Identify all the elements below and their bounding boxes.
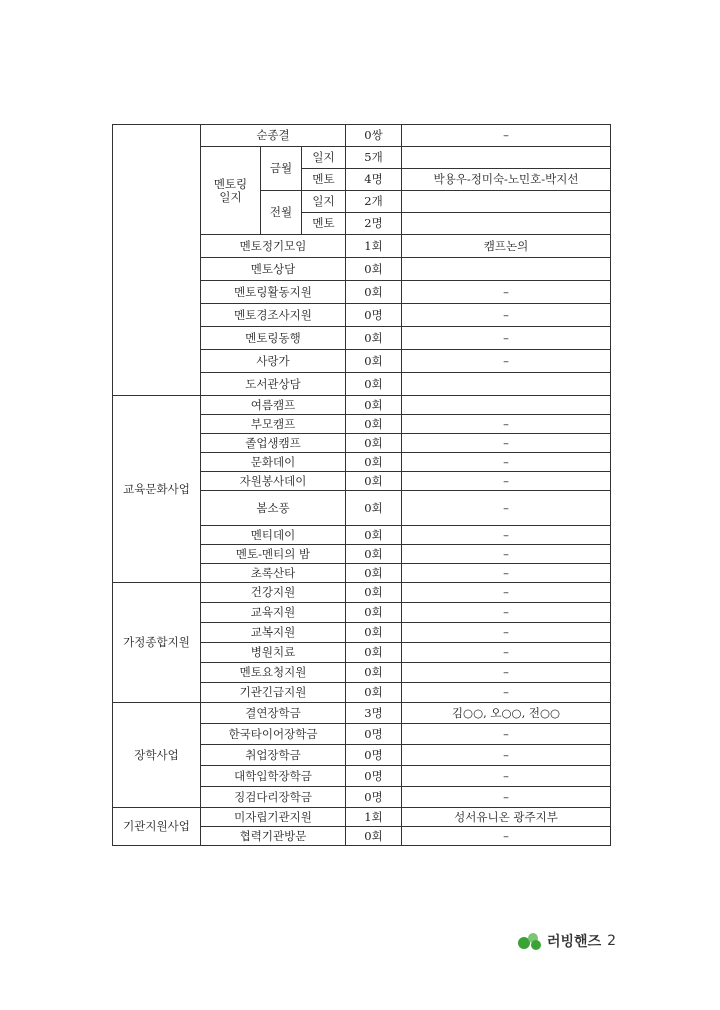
count-cell: 0회 — [346, 415, 402, 434]
count-cell: 0회 — [346, 623, 402, 643]
note-cell: 김○○, 오○○, 전○○ — [402, 703, 611, 724]
note-cell: – — [402, 724, 611, 745]
note-cell — [402, 147, 611, 169]
note-cell: – — [402, 415, 611, 434]
table-row — [113, 703, 611, 724]
count-cell: 0회 — [346, 472, 402, 491]
count-cell: 0쌍 — [346, 125, 402, 147]
month-cell: 금월 — [261, 147, 302, 191]
section-cell — [113, 125, 201, 396]
note-cell: 박용우-정미숙-노민호-박지선 — [402, 169, 611, 191]
note-cell: – — [402, 125, 611, 147]
item-cell: 도서관상담 — [201, 373, 346, 396]
item-cell: 멘토정기모임 — [201, 235, 346, 258]
note-cell: 성서유니온 광주지부 — [402, 808, 611, 827]
item-cell: 대학입학장학금 — [201, 766, 346, 787]
section-cell: 가정종합지원 — [113, 583, 201, 703]
count-cell: 0명 — [346, 766, 402, 787]
count-cell: 0명 — [346, 745, 402, 766]
item-cell: 교육지원 — [201, 603, 346, 623]
footer — [516, 931, 616, 951]
count-cell: 0명 — [346, 304, 402, 327]
table-row — [113, 583, 611, 603]
count-cell: 0회 — [346, 396, 402, 415]
note-cell: – — [402, 545, 611, 564]
note-cell: – — [402, 787, 611, 808]
item-cell: 협력기관방문 — [201, 827, 346, 846]
kind-cell: 일지 — [302, 147, 346, 169]
note-cell: – — [402, 453, 611, 472]
kind-cell: 멘토 — [302, 213, 346, 235]
count-cell: 0회 — [346, 327, 402, 350]
note-cell: – — [402, 663, 611, 683]
item-cell: 결연장학금 — [201, 703, 346, 724]
note-cell: – — [402, 583, 611, 603]
note-cell — [402, 191, 611, 213]
item-cell: 멘토-멘티의 밤 — [201, 545, 346, 564]
item-cell: 멘토링활동지원 — [201, 281, 346, 304]
brand-name: 러빙핸즈 — [547, 934, 602, 950]
count-cell: 0회 — [346, 491, 402, 526]
count-cell: 0회 — [346, 434, 402, 453]
note-cell: – — [402, 350, 611, 373]
note-cell — [402, 258, 611, 281]
count-cell: 0회 — [346, 663, 402, 683]
count-cell: 0회 — [346, 545, 402, 564]
count-cell: 0명 — [346, 724, 402, 745]
note-cell: – — [402, 434, 611, 453]
count-cell: 0회 — [346, 281, 402, 304]
table-row — [113, 396, 611, 415]
item-cell: 순종결 — [201, 125, 346, 147]
item-cell: 기관긴급지원 — [201, 683, 346, 703]
item-cell: 부모캠프 — [201, 415, 346, 434]
note-cell — [402, 373, 611, 396]
count-cell: 4명 — [346, 169, 402, 191]
item-cell: 초록산타 — [201, 564, 346, 583]
count-cell: 0회 — [346, 827, 402, 846]
note-cell — [402, 213, 611, 235]
note-cell: – — [402, 603, 611, 623]
note-cell: – — [402, 683, 611, 703]
group-cell: 멘토링 일지 — [201, 147, 261, 235]
section-cell: 장학사업 — [113, 703, 201, 808]
note-cell: – — [402, 304, 611, 327]
item-cell: 미자립기관지원 — [201, 808, 346, 827]
item-cell: 자원봉사데이 — [201, 472, 346, 491]
count-cell: 0회 — [346, 583, 402, 603]
count-cell: 0회 — [346, 603, 402, 623]
count-cell: 0회 — [346, 683, 402, 703]
note-cell: – — [402, 281, 611, 304]
item-cell: 멘토요청지원 — [201, 663, 346, 683]
count-cell: 0회 — [346, 258, 402, 281]
count-cell: 1회 — [346, 235, 402, 258]
note-cell: – — [402, 827, 611, 846]
count-cell: 0회 — [346, 643, 402, 663]
note-cell: 캠프논의 — [402, 235, 611, 258]
item-cell: 멘토상담 — [201, 258, 346, 281]
item-cell: 사랑가 — [201, 350, 346, 373]
note-cell: – — [402, 327, 611, 350]
item-cell: 취업장학금 — [201, 745, 346, 766]
item-cell: 문화데이 — [201, 453, 346, 472]
note-cell: – — [402, 472, 611, 491]
item-cell: 여름캠프 — [201, 396, 346, 415]
count-cell: 1회 — [346, 808, 402, 827]
section-cell: 교육문화사업 — [113, 396, 201, 583]
item-cell: 멘티데이 — [201, 526, 346, 545]
kind-cell: 멘토 — [302, 169, 346, 191]
note-cell — [402, 396, 611, 415]
count-cell: 0회 — [346, 453, 402, 472]
item-cell: 멘토링동행 — [201, 327, 346, 350]
note-cell: – — [402, 745, 611, 766]
count-cell: 2명 — [346, 213, 402, 235]
count-cell: 0회 — [346, 350, 402, 373]
note-cell: – — [402, 526, 611, 545]
count-cell: 0명 — [346, 787, 402, 808]
note-cell: – — [402, 766, 611, 787]
loving-hands-logo-icon — [516, 931, 544, 951]
report-table — [112, 124, 611, 846]
item-cell: 병원치료 — [201, 643, 346, 663]
note-cell: – — [402, 643, 611, 663]
count-cell: 0회 — [346, 564, 402, 583]
note-cell: – — [402, 564, 611, 583]
item-cell: 교복지원 — [201, 623, 346, 643]
count-cell: 0회 — [346, 373, 402, 396]
item-cell: 건강지원 — [201, 583, 346, 603]
month-cell: 전월 — [261, 191, 302, 235]
item-cell: 봄소풍 — [201, 491, 346, 526]
count-cell: 3명 — [346, 703, 402, 724]
table-row — [113, 808, 611, 827]
item-cell: 멘토경조사지원 — [201, 304, 346, 327]
kind-cell: 일지 — [302, 191, 346, 213]
item-cell: 한국타이어장학금 — [201, 724, 346, 745]
section-cell: 기관지원사업 — [113, 808, 201, 846]
note-cell: – — [402, 491, 611, 526]
note-cell: – — [402, 623, 611, 643]
count-cell: 0회 — [346, 526, 402, 545]
page-number: 2 — [607, 933, 617, 949]
table-row — [113, 125, 611, 147]
item-cell: 징검다리장학금 — [201, 787, 346, 808]
count-cell: 2개 — [346, 191, 402, 213]
count-cell: 5개 — [346, 147, 402, 169]
report-table-wrapper — [112, 124, 611, 846]
item-cell: 졸업생캠프 — [201, 434, 346, 453]
